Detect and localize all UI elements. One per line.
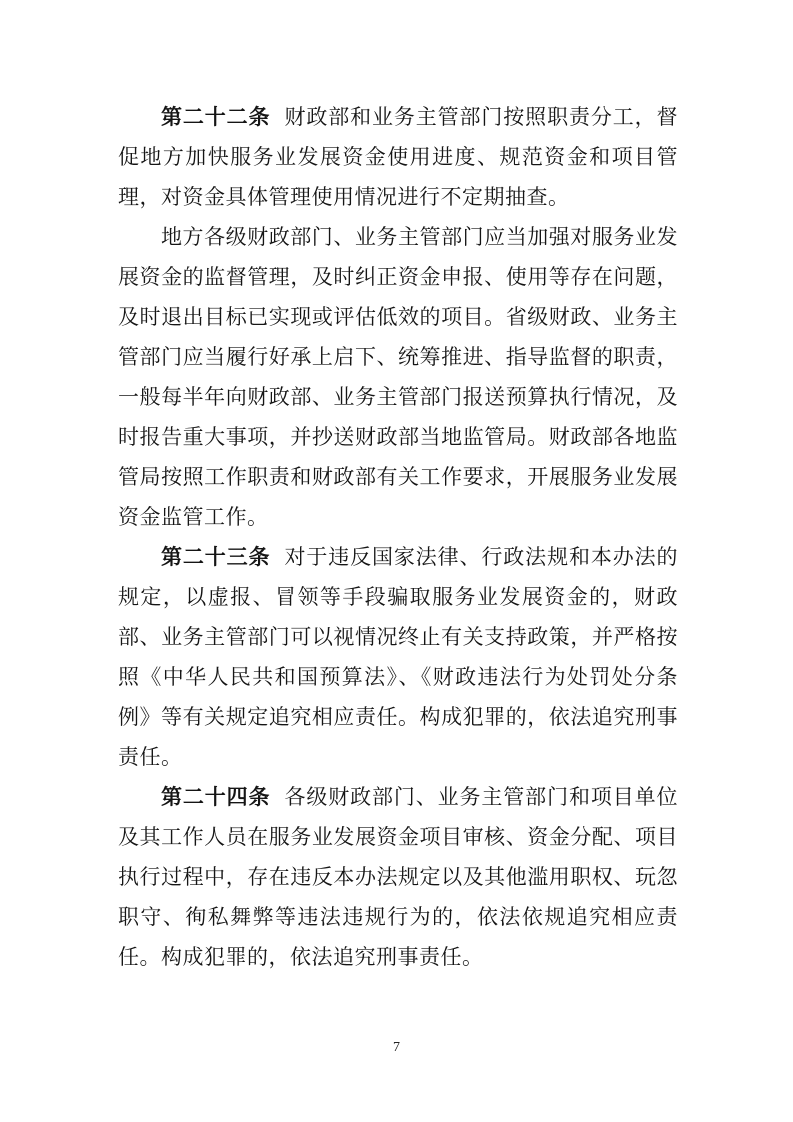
article-text: 地方各级财政部门、业务主管部门应当加强对服务业发展资金的监督管理，及时纠正资金申报、使用等存在问题，及时退出目标已实现或评估低效的项目。省级财政、业务主管部门应当履行好承上启下、统筹推进、指导监督的职责，一般每半年向财政部、业务主管部门报送预算执行情况，及时报告重大事项，并抄送财政部当地监管局。财政部各地监管局按照工作职责和财政部有关工作要求，开展服务业发展资金监管工作。 xyxy=(118,225,678,529)
article-text: 财政部和业务主管部门按照职责分工，督促地方加快服务业发展资金使用进度、规范资金和项目管理，对资金具体管理使用情况进行不定期抽查。 xyxy=(118,105,679,209)
article-number: 第二十四条 xyxy=(161,785,271,809)
article-text: 各级财政部门、业务主管部门和项目单位及其工作人员在服务业发展资金项目审核、资金分配、项目执行过程中，存在违反本办法规定以及其他滥用职权、玩忽职守、徇私舞弊等违法违规行为的，依法依规追究相应责任。构成犯罪的，依法追究刑事责任。 xyxy=(118,785,679,969)
paragraph-article-22-continuation xyxy=(118,217,678,537)
article-number: 第二十三条 xyxy=(161,545,271,569)
page-number: 7 xyxy=(393,1040,400,1055)
paragraph-article-22 xyxy=(118,97,678,217)
paragraph-article-23 xyxy=(118,537,678,777)
document-body xyxy=(118,97,678,977)
article-text: 对于违反国家法律、行政法规和本办法的规定，以虚报、冒领等手段骗取服务业发展资金的，财政部、业务主管部门可以视情况终止有关支持政策，并严格按照《中华人民共和国预算法》、《财政违法行为处罚处分条例》等有关规定追究相应责任。构成犯罪的，依法追究刑事责任。 xyxy=(118,545,679,769)
paragraph-article-24 xyxy=(118,777,678,977)
article-number: 第二十二条 xyxy=(161,105,271,129)
